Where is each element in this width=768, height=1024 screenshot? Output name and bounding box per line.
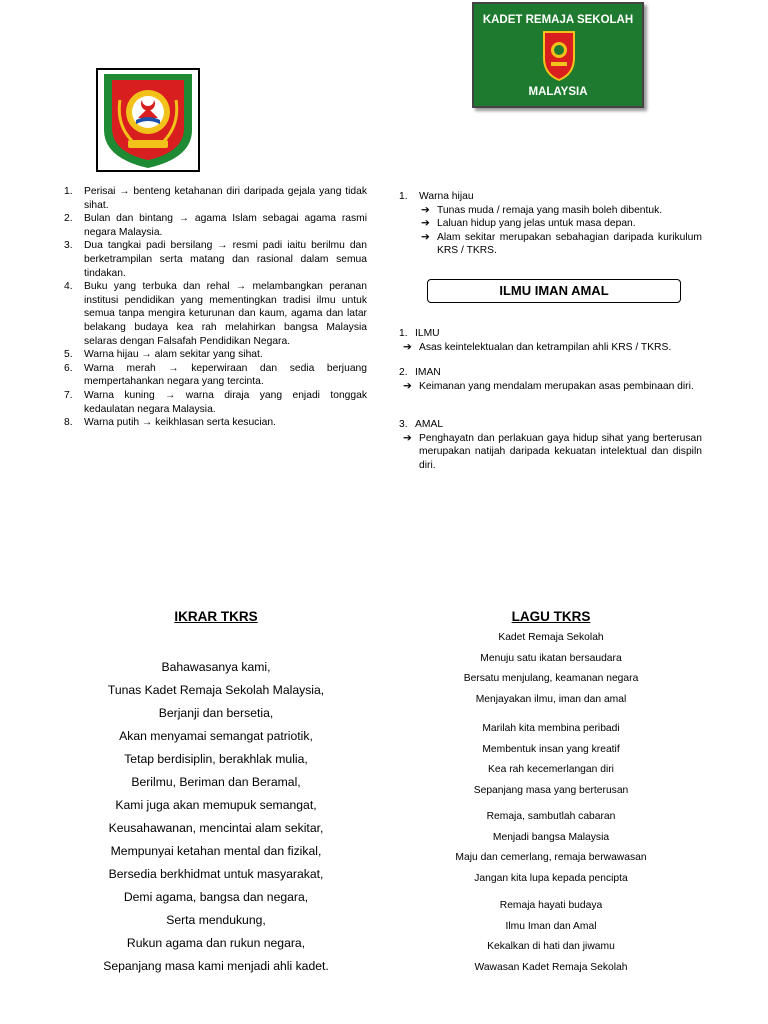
ikrar-line: Akan menyamai semangat patriotik, — [119, 729, 313, 743]
arrow-right-icon: ➔ — [403, 341, 412, 353]
ilmu-iman-amal-heading: ILMU IMAN AMAL — [427, 279, 681, 303]
banner-meaning-list — [399, 190, 702, 258]
section-iman: 2. IMAN ➔ Keimanan yang mendalam merupakan asas pembinaan diri. — [399, 367, 694, 392]
list-item: 8. Warna putih → keikhlasan serta kesucian. — [64, 417, 276, 429]
ikrar-line: Berilmu, Beriman dan Beramal, — [131, 775, 301, 789]
list-item: 6. Warna merah → keperwiraan dan sedia berjuang mempertahankan negara yang tercinta. — [64, 362, 367, 388]
ikrar-heading: IKRAR TKRS — [174, 609, 258, 624]
section-ilmu: 1. ILMU ➔ Asas keintelektualan dan ketrampilan ahli KRS / TKRS. — [399, 328, 672, 353]
arrow-right-icon: ➔ — [421, 204, 430, 216]
lagu-line: Bersatu menjulang, keamanan negara — [463, 673, 639, 684]
list-item: 4. Buku yang terbuka dan rehal → melambangkan peranan institusi pendidikan yang mementingkan tradisi ilmu untuk semua tanpa mengira keturunan dan kaum, agama dan latar belakang budaya kea rah melahirkan bangsa Malaysia selaras dengan Falsafah Pendidikan Negara. — [64, 281, 367, 347]
shield-emblem-icon — [98, 70, 198, 170]
list-item: 1. Warna hijau ➔ Tunas muda / remaja yang masih boleh dibentuk. ➔ Laluan hidup yang jelas untuk masa depan. ➔ Alam sekitar merupakan sebahagian daripada kurikulum KRS / TKRS. — [399, 191, 702, 257]
ikrar-line: Sepanjang masa kami menjadi ahli kadet. — [103, 959, 329, 973]
lagu-line: Membentuk insan yang kreatif — [482, 743, 620, 755]
sub-item: ➔ Alam sekitar merupakan sebahagian daripada kurikulum KRS / TKRS. — [421, 231, 702, 257]
section-amal: 3. AMAL ➔ Penghayatn dan perlakuan gaya hidup sihat yang berterusan merupakan natijah daripada kekuatan intelektual dan dispiln diri. — [399, 419, 702, 471]
ikrar-line: Mempunyai ketahan mental dan fizikal, — [110, 844, 322, 858]
banner-country: MALAYSIA — [528, 86, 588, 98]
lagu-line: Maju dan cemerlang, remaja berwawasan — [455, 852, 647, 863]
ikrar-line: Bahawasanya kami, — [161, 660, 271, 674]
ikrar-line: Tunas Kadet Remaja Sekolah Malaysia, — [107, 683, 325, 697]
ikrar-line: Keusahawanan, mencintai alam sekitar, — [108, 821, 324, 835]
ikrar-line: Berjanji dan bersetia, — [158, 706, 274, 720]
ikrar-text — [60, 656, 372, 978]
list-item: 7. Warna kuning → warna diraja yang enjadi tonggak kedaulatan negara Malaysia. — [64, 389, 367, 415]
lagu-line: Marilah kita membina peribadi — [482, 723, 620, 734]
sub-item: ➔ Tunas muda / remaja yang masih boleh dibentuk. — [421, 204, 663, 216]
ikrar-line: Bersedia berkhidmat untuk masyarakat, — [108, 867, 324, 881]
emblem-meaning-list — [64, 185, 367, 430]
lagu-line: Menuju satu ikatan bersaudara — [480, 652, 622, 664]
lagu-line: Kadet Remaja Sekolah — [498, 632, 604, 643]
list-item: 5. Warna hijau → alam sekitar yang sihat. — [64, 349, 263, 361]
ikrar-line: Demi agama, bangsa dan negara, — [123, 890, 309, 904]
list-item: 3. Dua tangkai padi bersilang → resmi padi iaitu berilmu dan berketrampilan serta matang dan rasional dalam semua tindakan. — [64, 240, 367, 279]
sub-item: ➔ Laluan hidup yang jelas untuk masa depan. — [421, 218, 636, 230]
arrow-right-icon: ➔ — [421, 231, 430, 243]
lagu-line: Menjadi bangsa Malaysia — [492, 831, 610, 843]
banner-emblem-icon — [540, 30, 578, 82]
list-item: 2. Bulan dan bintang → agama Islam sebagai agama rasmi negara Malaysia. — [64, 213, 367, 238]
lagu-heading: LAGU TKRS — [511, 609, 591, 624]
arrow-right-icon: ➔ — [403, 380, 412, 392]
lagu-line: Sepanjang masa yang berterusan — [473, 784, 629, 796]
krs-emblem — [96, 68, 200, 172]
ikrar-line: Kami juga akan memupuk semangat, — [115, 798, 317, 812]
lagu-line: Remaja, sambutlah cabaran — [486, 811, 616, 822]
krs-banner — [472, 2, 644, 108]
lagu-line: Wawasan Kadet Remaja Sekolah — [474, 961, 628, 973]
lagu-line: Menjayakan ilmu, iman dan amal — [475, 693, 627, 705]
lagu-line: Ilmu Iman dan Amal — [505, 920, 597, 932]
list-item: 1. Perisai → benteng ketahanan diri daripada gejala yang tidak sihat. — [64, 186, 367, 211]
lagu-line: Remaja hayati budaya — [499, 900, 603, 911]
arrow-right-icon: ➔ — [421, 218, 430, 230]
lagu-line: Jangan kita lupa kepada pencipta — [474, 872, 628, 884]
lagu-line: Kea rah kecemerlangan diri — [488, 764, 614, 775]
lagu-line: Kekalkan di hati dan jiwamu — [487, 941, 615, 952]
ikrar-line: Serta mendukung, — [166, 913, 266, 927]
arrow-right-icon: ➔ — [403, 432, 412, 444]
ikrar-line: Rukun agama dan rukun negara, — [126, 936, 306, 950]
ikrar-line: Tetap berdisiplin, berakhlak mulia, — [124, 752, 308, 766]
banner-title: KADET REMAJA SEKOLAH — [482, 14, 634, 26]
